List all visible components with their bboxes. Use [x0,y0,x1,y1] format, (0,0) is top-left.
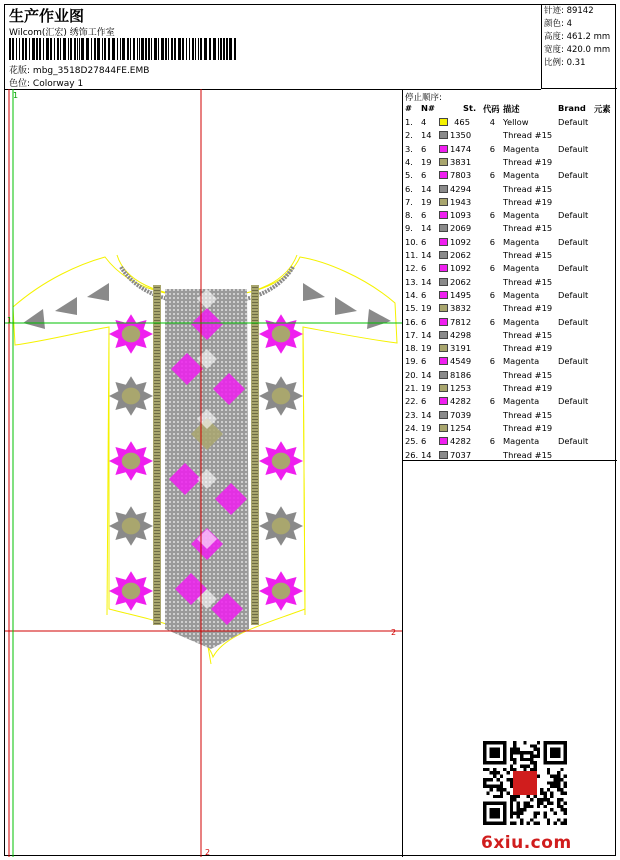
row-description: Magenta [503,396,540,407]
stop-table-row [403,289,617,302]
stop-table-row [403,409,617,422]
row-needle: 19 [421,303,432,314]
row-description: Thread #15 [503,183,553,194]
row-needle: 6 [421,263,427,274]
design-name-row [9,63,149,76]
stop-table-row [403,276,617,289]
row-number: 18. [405,343,419,354]
row-number: 6. [405,183,413,194]
row-description: Thread #15 [503,130,553,141]
row-needle: 14 [421,329,432,340]
row-stitches: 3191 [450,343,472,354]
row-needle: 6 [421,316,427,327]
row-stitches: 4549 [450,356,472,367]
color-swatch [439,411,448,419]
stop-table-row [403,355,617,368]
color-swatch [439,371,448,379]
row-brand: Default [558,170,589,181]
row-needle: 6 [421,143,427,154]
design-label: 花版: [9,66,31,76]
color-swatch [439,437,448,445]
row-needle: 14 [421,183,432,194]
row-stitches: 4294 [450,183,472,194]
row-stitches: 7803 [450,170,472,181]
row-description: Thread #19 [503,422,553,433]
row-description: Magenta [503,316,540,327]
col-header-description: 描述 [503,104,520,114]
color-swatch [439,424,448,432]
row-number: 1. [405,117,413,127]
row-number: 4. [405,156,413,167]
row-number: 19. [405,356,419,367]
row-brand: Default [558,143,589,154]
row-description: Thread #19 [503,303,553,314]
row-stitches: 3832 [450,303,472,314]
stop-table-row [403,222,617,235]
row-brand: Default [558,289,589,300]
row-description: Thread #15 [503,223,553,234]
colorway-label: 色位: [9,79,31,89]
row-stitches: 7812 [450,316,472,327]
sheet-header [5,5,541,90]
embroidery-preview [5,89,403,857]
row-description: Yellow [503,117,529,127]
row-code: 6 [489,143,495,154]
row-description: Magenta [503,170,540,181]
stop-table-row [403,422,617,435]
row-description: Thread #19 [503,196,553,207]
row-needle: 19 [421,196,432,207]
row-number: 14. [405,289,419,300]
stop-sequence-panel [403,89,617,461]
stop-table-header [403,103,617,115]
row-brand: Default [558,436,589,447]
color-swatch [439,238,448,246]
production-sheet [4,4,616,856]
row-needle: 14 [421,250,432,260]
row-number: 9. [405,223,413,234]
row-code: 4 [489,117,495,127]
sheet-title: 生产作业图 [9,7,85,25]
row-description: Thread #15 [503,329,553,340]
row-description: Magenta [503,356,540,367]
color-swatch [439,384,448,392]
row-needle: 14 [421,276,432,287]
row-code: 6 [489,396,495,407]
row-brand: Default [558,117,589,127]
design-stats [541,5,617,89]
row-stitches: 1092 [450,263,472,274]
row-number: 21. [405,383,419,393]
stop-table-row [403,329,617,342]
col-header-code: 代码 [483,104,500,114]
row-number: 15. [405,303,419,314]
col-header-stitches: St. [463,103,477,113]
colorway-name: Colorway 1 [32,79,84,89]
row-brand: Default [558,210,589,221]
row-needle: 6 [421,356,427,367]
color-count: 颜色: 4 [544,19,572,29]
row-needle: 6 [421,210,427,221]
colorway-row [9,76,83,89]
stop-table-row [403,196,617,209]
axis-label-bottom: 2 [205,848,211,857]
row-brand: Default [558,316,589,327]
row-code: 6 [489,263,495,274]
row-brand: Default [558,396,589,407]
row-description: Magenta [503,210,540,221]
row-code: 6 [489,289,495,300]
row-needle: 6 [421,236,427,247]
stop-table-row [403,236,617,249]
row-code: 6 [489,316,495,327]
axis-label-right: 2 [391,628,397,637]
row-stitches: 1943 [450,196,472,207]
stop-table-row [403,116,617,129]
row-stitches: 2062 [450,250,472,260]
row-stitches: 7039 [450,409,472,420]
color-swatch [439,278,448,286]
col-header-needle: N# [421,103,435,113]
stop-table-row [403,183,617,196]
row-stitches: 1092 [450,236,472,247]
design-width: 宽度: 420.0 mm [544,45,611,55]
row-stitches: 465 [454,117,470,127]
row-brand: Default [558,236,589,247]
col-header-element: 元素 [594,104,611,114]
row-brand: Default [558,263,589,274]
row-description: Thread #15 [503,369,553,380]
stop-table-row [403,395,617,408]
row-number: 23. [405,409,419,420]
stop-table-row [403,129,617,142]
color-swatch [439,131,448,139]
row-description: Thread #15 [503,276,553,287]
stop-table-row [403,449,617,462]
stop-table-row [403,302,617,315]
row-number: 26. [405,449,419,460]
row-needle: 14 [421,369,432,380]
row-description: Magenta [503,236,540,247]
row-code: 6 [489,436,495,447]
stop-table-row [403,169,617,182]
row-needle: 6 [421,289,427,300]
color-swatch [439,291,448,299]
stop-table-row [403,369,617,382]
color-swatch [439,344,448,352]
row-stitches: 1254 [450,422,472,433]
row-description: Thread #15 [503,250,553,260]
stop-table-row [403,382,617,395]
row-needle: 14 [421,130,432,141]
color-swatch [439,397,448,405]
row-number: 7. [405,196,413,207]
stop-table-row [403,316,617,329]
color-swatch [439,185,448,193]
color-swatch [439,451,448,459]
row-code: 6 [489,236,495,247]
axis-label-top: 1 [13,91,19,100]
color-swatch [439,171,448,179]
row-number: 17. [405,329,419,340]
axis-label-left: 1 [7,316,13,325]
row-description: Thread #19 [503,156,553,167]
qr-code [483,741,567,825]
row-needle: 6 [421,436,427,447]
color-swatch [439,357,448,365]
row-description: Magenta [503,263,540,274]
row-needle: 19 [421,383,432,393]
row-number: 16. [405,316,419,327]
row-description: Thread #15 [503,409,553,420]
col-header-number: # [405,103,412,113]
row-stitches: 3831 [450,156,472,167]
row-number: 13. [405,276,419,287]
row-stitches: 1474 [450,143,472,154]
row-code: 6 [489,170,495,181]
company-name: Wilcom(汇宏) 绣饰工作室 [9,28,115,38]
color-swatch [439,251,448,259]
row-number: 3. [405,143,413,154]
color-swatch [439,198,448,206]
color-swatch [439,211,448,219]
stop-table-row [403,249,617,262]
row-stitches: 1093 [450,210,472,221]
row-stitches: 4282 [450,436,472,447]
stop-sequence-title: 停止顺序: [405,93,442,103]
stop-table-row [403,156,617,169]
row-stitches: 1495 [450,289,472,300]
row-description: Thread #15 [503,449,553,460]
color-swatch [439,224,448,232]
stop-table-row [403,435,617,448]
row-needle: 14 [421,449,432,460]
row-description: Magenta [503,289,540,300]
row-number: 20. [405,369,419,380]
row-number: 22. [405,396,419,407]
row-stitches: 1350 [450,130,472,141]
design-scale: 比例: 0.31 [544,58,586,68]
color-swatch [439,145,448,153]
stop-table-row [403,342,617,355]
row-needle: 4 [421,117,427,127]
color-swatch [439,318,448,326]
site-watermark: 6xiu.com [481,833,572,853]
design-file-name: mbg_3518D27844FE.EMB [32,66,150,76]
row-stitches: 2062 [450,276,472,287]
row-code: 6 [489,356,495,367]
row-number: 12. [405,263,419,274]
color-swatch [439,158,448,166]
stop-table-row [403,143,617,156]
row-needle: 6 [421,170,427,181]
row-number: 2. [405,130,413,141]
row-stitches: 4298 [450,329,472,340]
barcode [9,38,239,60]
row-number: 24. [405,422,419,433]
row-stitches: 7037 [450,449,472,460]
center-panel-motif [165,289,249,649]
row-needle: 19 [421,422,432,433]
stop-table-row [403,262,617,275]
design-height: 高度: 461.2 mm [544,32,611,42]
col-header-brand: Brand [558,103,586,113]
row-stitches: 4282 [450,396,472,407]
row-number: 25. [405,436,419,447]
color-swatch [439,264,448,272]
row-description: Thread #19 [503,343,553,354]
color-swatch [439,304,448,312]
row-needle: 14 [421,409,432,420]
row-code: 6 [489,210,495,221]
row-number: 10. [405,236,419,247]
row-stitches: 2069 [450,223,472,234]
row-description: Thread #19 [503,383,553,393]
row-needle: 6 [421,396,427,407]
design-preview [5,89,403,857]
row-stitches: 1253 [450,383,472,393]
row-brand: Default [558,356,589,367]
row-stitches: 8186 [450,369,472,380]
row-description: Magenta [503,436,540,447]
stop-table-row [403,209,617,222]
color-swatch [439,331,448,339]
row-description: Magenta [503,143,540,154]
shoulder-motif-left [23,283,109,329]
row-number: 5. [405,170,413,181]
stitch-count: 针迹: 89142 [544,6,594,16]
row-number: 8. [405,210,413,221]
row-needle: 19 [421,343,432,354]
row-number: 11. [405,250,419,260]
row-needle: 14 [421,223,432,234]
color-swatch [439,118,448,126]
row-needle: 19 [421,156,432,167]
